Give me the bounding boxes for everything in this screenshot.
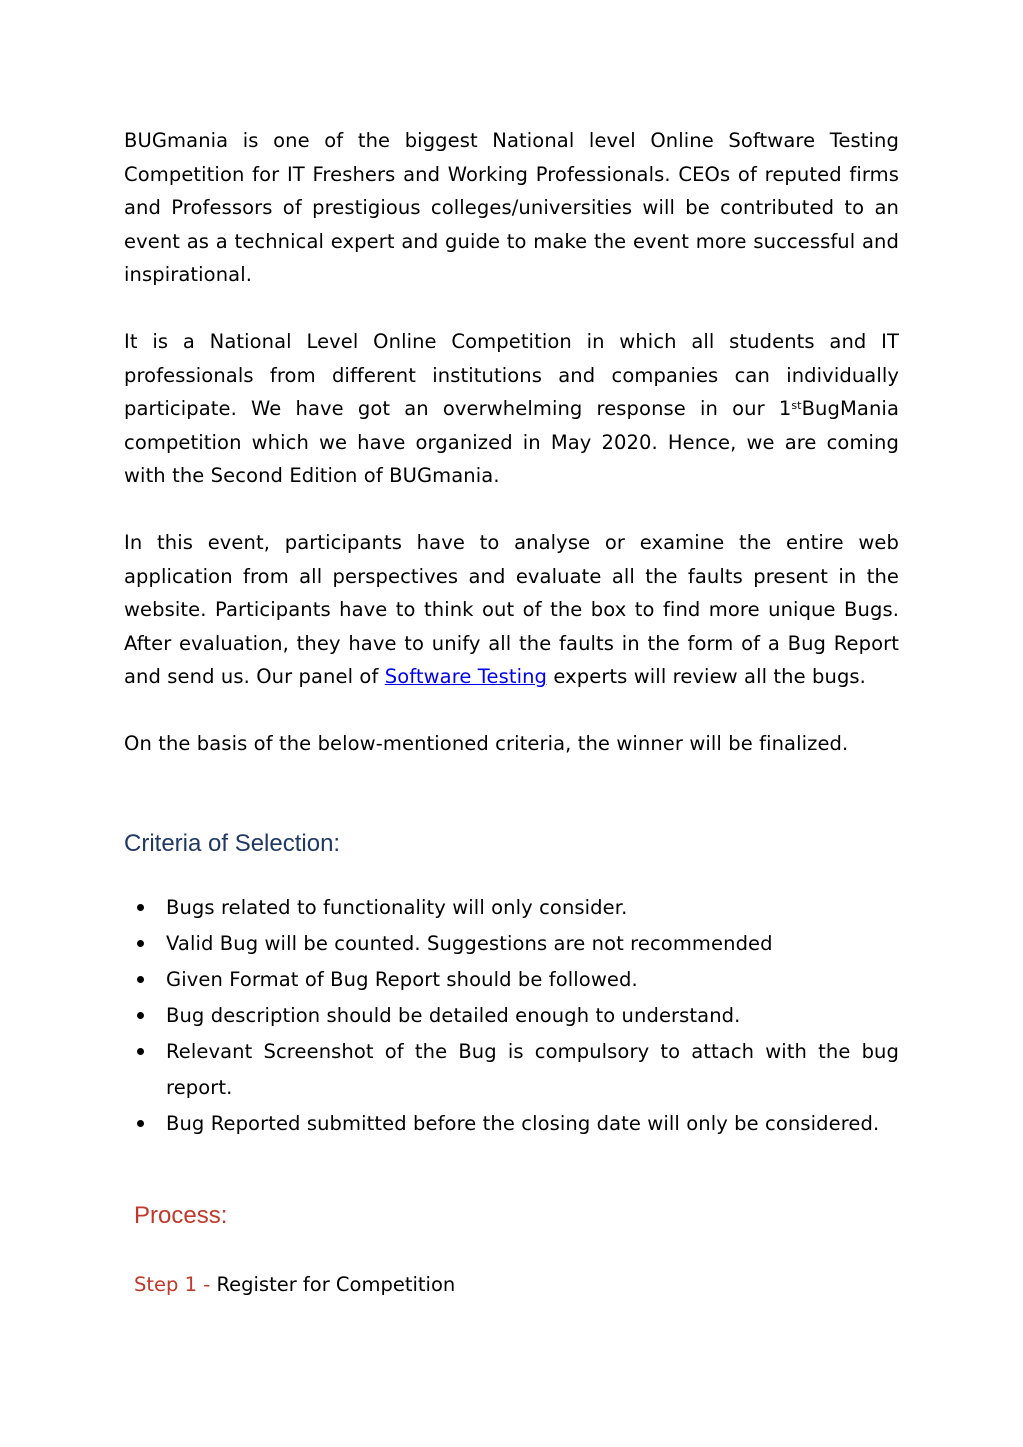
list-item-text: Given Format of Bug Report should be followed. [166, 968, 638, 991]
bullet-icon [137, 904, 144, 911]
intro-paragraph: BUGmania is one of the biggest National level Online Software Testing Competition for IT Freshers and Working Professionals. CEOs of reputed firms and Professors of prestigious colleges/universities will be contributed to an event as a technical expert and guide to make the event more successful and inspirational. [124, 129, 899, 287]
bullet-icon [137, 940, 144, 947]
bullet-icon [137, 1120, 144, 1127]
competition-paragraph [124, 325, 899, 493]
step-label: Step 1 - [134, 1273, 217, 1296]
bullet-icon [137, 1048, 144, 1055]
list-item [124, 1034, 899, 1106]
list-item [124, 890, 899, 926]
list-item-text: Relevant Screenshot of the Bug is compulsory to attach with the bug report. [166, 1040, 899, 1099]
list-item [124, 1106, 899, 1142]
list-item [124, 962, 899, 998]
criteria-heading: Criteria of Selection: [124, 830, 341, 857]
competition-text-end: BugMania competition which we have organized in May 2020. Hence, we are coming with the Second Edition of BUGmania. [124, 397, 899, 488]
list-item [124, 926, 899, 962]
list-item-text: Bugs related to functionality will only consider. [166, 896, 628, 919]
list-item-text: Bug Reported submitted before the closing date will only be considered. [166, 1112, 880, 1135]
list-item [124, 998, 899, 1034]
event-text-start: In this event, participants have to analyse or examine the entire web application from all perspectives and evaluate all the faults present in the website. Participants have to think out of the box to find more unique Bugs. After evaluation, they have to unify all the faults in the form of a Bug Report and send us. Our panel of [124, 530, 899, 689]
criteria-intro-paragraph: On the basis of the below-mentioned criteria, the winner will be finalized. [124, 731, 849, 755]
bullet-icon [137, 1012, 144, 1019]
competition-text-start: It is a National Level Online Competition in which all students and IT professionals from different institutions and companies can individually participate. We have got an overwhelming response in our 1 [124, 329, 899, 421]
event-text-end: experts will review all the bugs. [547, 665, 866, 689]
document-body [124, 124, 899, 794]
step-text: Register for Competition [216, 1273, 456, 1296]
list-item-text: Valid Bug will be counted. Suggestions are not recommended [166, 932, 773, 955]
process-heading: Process: [134, 1202, 228, 1229]
bullet-icon [137, 976, 144, 983]
software-testing-link[interactable]: Software Testing [384, 665, 548, 689]
process-step-1 [134, 1270, 455, 1300]
list-item-text: Bug description should be detailed enough to understand. [166, 1004, 741, 1027]
event-paragraph [124, 526, 899, 694]
ordinal-superscript: st [791, 399, 802, 413]
criteria-list [124, 890, 899, 1142]
